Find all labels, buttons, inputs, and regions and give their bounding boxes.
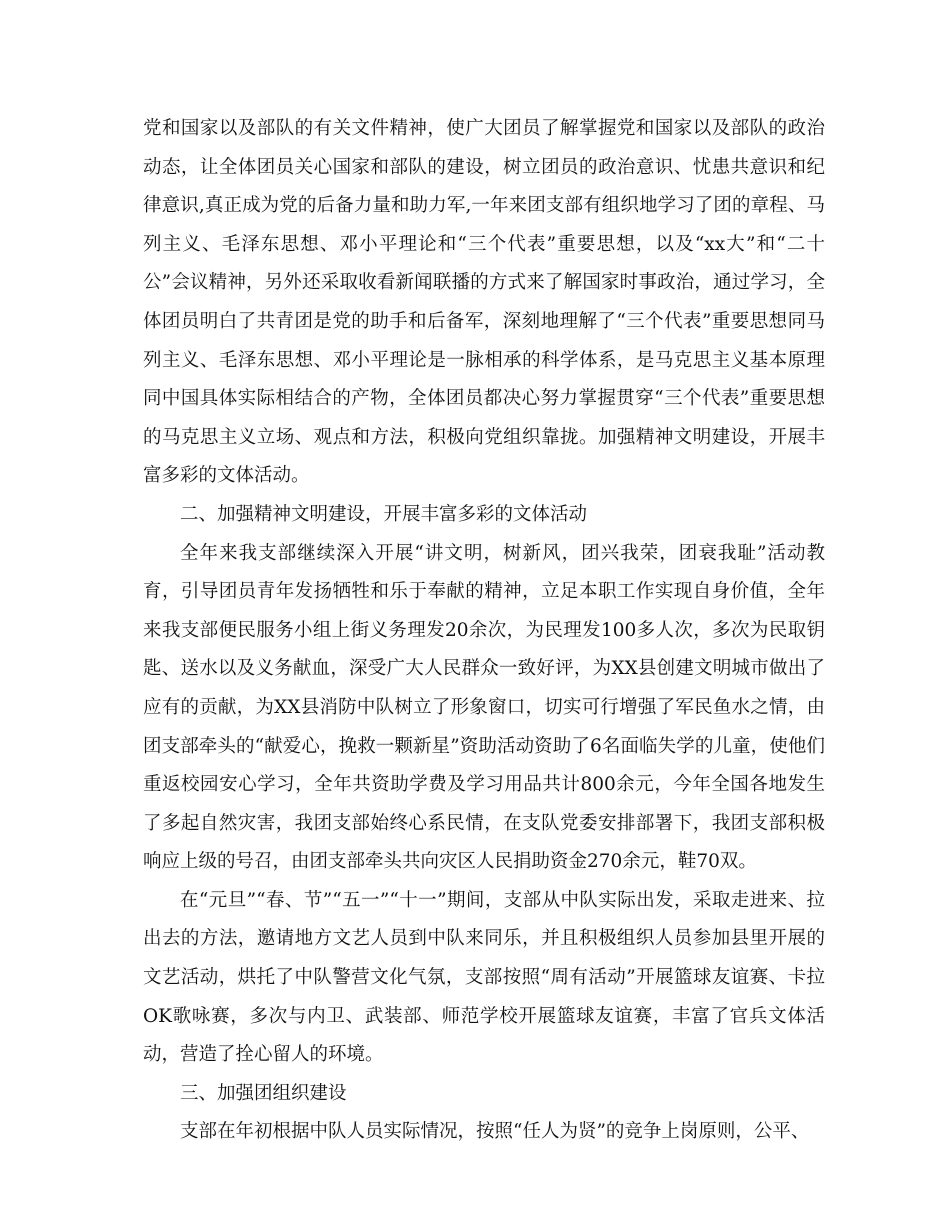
- document-body: [143, 110, 825, 1152]
- paragraph-cultural-activities: 在“元旦”“春、节”“五一”“十一”期间，支部从中队实际出发，采取走进来、拉出去的方法，邀请地方文艺人员到中队来同乐，并且积极组织人员参加县里开展的文艺活动，烘托了中队警营文化气氛，支部按照“周有活动”开展篮球友谊赛、卡拉OK歌咏赛，多次与内卫、武装部、师范学校开展篮球友谊赛，丰富了官兵文体活动，营造了拴心留人的环境。: [143, 889, 825, 1066]
- paragraph-organization-building: 支部在年初根据中队人员实际情况，按照“任人为贤”的竞争上岗原则，公平、: [180, 1121, 810, 1143]
- section-heading-spiritual-civilization: 二、加强精神文明建设，开展丰富多彩的文体活动: [180, 503, 588, 525]
- paragraph-political-study: 党和国家以及部队的有关文件精神，使广大团员了解掌握党和国家以及部队的政治动态，让全体团员关心国家和部队的建设，树立团员的政治意识、忧患共意识和纪律意识,真正成为党的后备力量和助力军,一年来团支部有组织地学习了团的章程、马列主义、毛泽东思想、邓小平理论和“三个代表”重要思想，以及“xx大”和“二十公”会议精神，另外还采取收看新闻联播的方式来了解国家时事政治，通过学习，全体团员明白了共青团是党的助手和后备军，深刻地理解了“三个代表”重要思想同马列主义、毛泽东思想、邓小平理论是一脉相承的科学体系，是马克思主义基本原理同中国具体实际相结合的产物，全体团员都决心努力掌握贯穿“三个代表”重要思想的马克思主义立场、观点和方法，积极向党组织靠拢。加强精神文明建设，开展丰富多彩的文体活动。: [143, 118, 825, 487]
- paragraph-volunteer-service: 全年来我支部继续深入开展“讲文明，树新风，团兴我荣，团衰我耻”活动教育，引导团员青年发扬牺牲和乐于奉献的精神，立足本职工作实现自身价值，全年来我支部便民服务小组上街义务理发20余次，为民理发100多人次，多次为民取钥匙、送水以及义务献血，深受广大人民群众一致好评，为XX县创建文明城市做出了应有的贡献，为XX县消防中队树立了形象窗口，切实可行增强了军民鱼水之情，由团支部牵头的“献爱心，挽救一颗新星”资助活动资助了6名面临失学的儿童，使他们重返校园安心学习，全年共资助学费及学习用品共计800余元，今年全国各地发生了多起自然灾害，我团支部始终心系民情，在支队党委安排部署下，我团支部积极响应上级的号召，由团支部牵头共向灾区人民捐助资金270余元，鞋70双。: [143, 542, 825, 873]
- section-heading-organization-building: 三、加强团组织建设: [180, 1082, 347, 1104]
